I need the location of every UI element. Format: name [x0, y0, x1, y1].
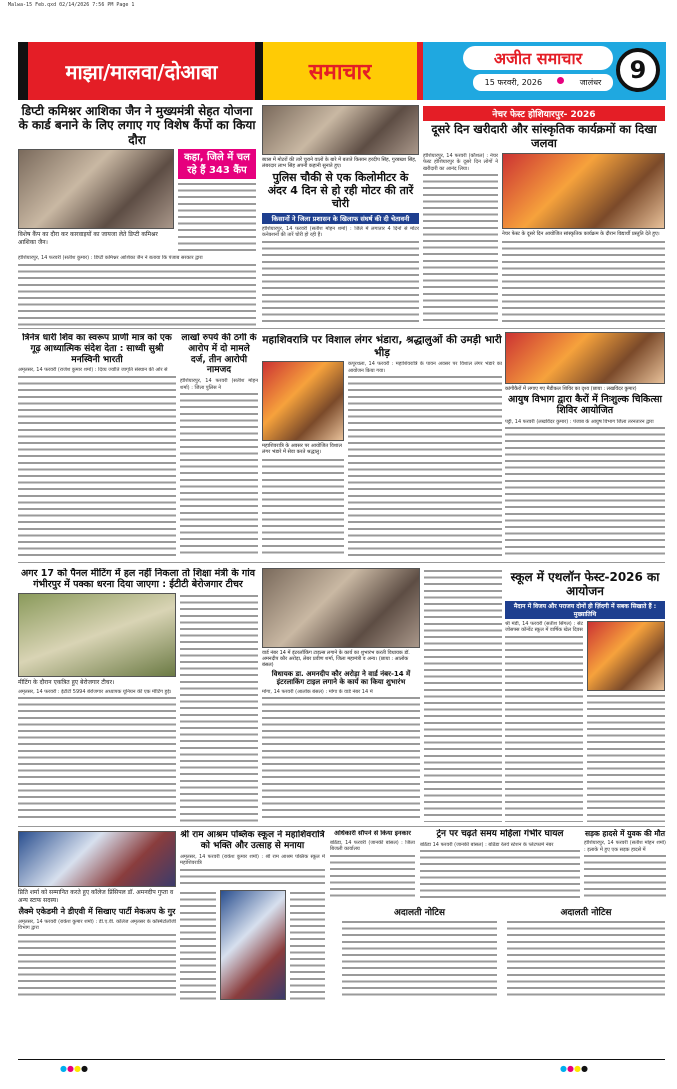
article-road-accident — [584, 829, 666, 900]
divider — [18, 328, 665, 329]
divider — [18, 826, 665, 827]
article-motor-theft — [262, 105, 419, 326]
ett-row — [18, 593, 258, 822]
caption-nature-fest: नेचर फेस्ट के दूसरे दिन आयोजित सांस्कृतिक कार्यक्रम के दौरान विद्यार्थी प्रस्तुति देते हुए। — [502, 230, 660, 237]
caption-langar: महाशिवरात्रि के अवसर पर आयोजित विशाल लंगर भंडारे में सेवा करते श्रद्धालु। — [262, 443, 342, 456]
article-dc-camps — [18, 104, 256, 326]
notice-body — [507, 919, 665, 999]
masthead — [18, 42, 666, 100]
photo-interlocking — [262, 568, 420, 648]
photo-langar — [262, 361, 344, 441]
headline-ett-teachers: अगर 17 को पैनल मीटिंग में हल नहीं निकला तो शिक्षा मंत्री के गांव गंभीरपुर में पक्का धरना दिया जाएगा : ईटीटी बेरोजगार टीचर — [20, 568, 256, 591]
section-title-2: समाचार — [263, 42, 423, 100]
school-row — [180, 890, 325, 1000]
body-langar-2 — [262, 457, 344, 558]
dc-camps-row — [18, 149, 256, 253]
athlon-photo-col — [587, 621, 665, 822]
subhead-farmers-warning: किसानों ने जिला प्रशासन के खिलाफ संघर्ष की दी चेतावनी — [262, 213, 419, 224]
body-motor-theft: होशियारपुर, 14 फरवरी (सतीश मोहन शर्मा) : जिले में लगातार 4 दिनों से मोटर कनेक्शनों की तारें चोरी हो रही हैं। — [262, 226, 419, 326]
headline-dc-camps: डिप्टी कमिश्नर आशिका जैन ने मुख्यमंत्री सेहत योजना के कार्ड बनाने के लिए लगाए गए विशेष कैंपों का किया दौरा — [18, 104, 256, 147]
headline-shivratri-school: श्री राम आश्रम पब्लिक स्कूल ने महाशिवरात्रि को भक्ति और उत्साह से मनाया — [180, 830, 325, 851]
body-nature-fest: होशियारपुर, 14 फरवरी (कौशल) : नेचर फेस्ट होशियारपुर के दूसरे दिन लोगों ने खरीदारी का आनंद लिया। — [423, 153, 498, 326]
photo-felicitation — [18, 831, 176, 887]
caption-dc-camps: विशेष कैंप का दौरा कर कारवाइयों का जायजा लेते डिप्टी कमिश्नर आशिका जैन। — [18, 231, 158, 247]
article-shivratri-school — [180, 830, 325, 1000]
page-number: 9 — [616, 48, 660, 92]
notice-title: अदालती नोटिस — [560, 908, 612, 918]
date: 15 फरवरी, 2026 — [484, 78, 543, 87]
body-athlon-fest: श्री मंडी, 14 फरवरी (सतीश सिंगल) : सेंट जोसफ्स कॉन्वेंट स्कूल में वार्षिक खेल दिवस — [505, 621, 583, 822]
body-lakme: अमृतसर, 14 फरवरी (राकेश कुमार शर्मा) : डी.ए.वी. कॉलेज अमृतसर के कॉस्मेटोलॉजी विभाग द्वारा — [18, 919, 176, 1000]
body-dc-camps-2 — [178, 181, 256, 253]
section-title: माझा/मालवा/दोआबा — [18, 42, 263, 100]
caption-felicitation: प्रिति शर्मा को सम्मानित करते हुए कॉलेज प्रिंसिपल डॉ. अमनदीप गुप्ता व अन्य स्टाफ सदस्य। — [18, 889, 174, 904]
body-ett-teachers-2 — [180, 593, 258, 822]
city: जालंधर — [579, 78, 602, 87]
article-train-accident — [420, 829, 580, 900]
article-interlocking — [262, 568, 420, 822]
caption-ayush: कांगीकैरों में लगाए गए मैडीकल शिविर का दृश्य (छाया : लखविंदर कुमार) — [505, 386, 637, 392]
nature-fest-row — [423, 153, 665, 326]
headline-fraud: लाखों रुपये की ठगी के आरोप में दो मामले दर्ज, तीन आरोपी नामजद — [181, 333, 257, 376]
headline-ayush: आयुष विभाग द्वारा कैरों में निःशुल्क चिकित्सा शिविर आयोजित — [508, 394, 662, 417]
article-ayush — [505, 332, 665, 558]
notice-body — [342, 919, 497, 999]
headline-langar: महाशिवरात्रि पर विशाल लंगर भंडारा, श्रद्धालुओं की उमड़ी भारी भीड़ — [262, 334, 502, 359]
body-road-accident: होशियारपुर, 14 फरवरी (सतीश मोहन शर्मा) : इलाके में हुए एक सड़क हादसे में — [584, 840, 666, 900]
article-refusal — [330, 830, 415, 900]
body-athlon-fest-2 — [587, 693, 665, 822]
caption-interlocking: वार्ड नंबर 14 में इंटरलॉकिंग टाइल्स लगाने के कार्य का शुभारंभ करती विधायक डॉ. अमनदीप कौर अरोड़ा, लेबर प्रवीण शर्मा, जिला महामंत्री व अन्य। (छाया : आलोक बंसल) — [262, 650, 410, 668]
headline-motor-theft: पुलिस चौकी से एक किलोमीटर के अंदर 4 दिन से हो रही मोटर की तारें चोरी — [267, 171, 414, 211]
dc-camps-side-col — [178, 149, 256, 253]
photo-athlon-fest — [587, 621, 665, 691]
body-dc-camps: होशियारपुर, 14 फरवरी (सतीश कुमार) : डिप्टी कमिश्नर आशिका जैन ने बताया कि पंजाब सरकार द्वारा — [18, 255, 256, 326]
bottom-rule — [18, 1059, 665, 1060]
dc-camps-photo-col — [18, 149, 174, 253]
body-interlocking: मोगा, 14 फरवरी (आलोक बंसल) : मोगा के वार्ड नंबर 14 में — [262, 689, 420, 822]
body-refusal: बठिंडा, 14 फरवरी (जानकी बांसल) : जिला बिजली कार्यालय — [330, 840, 415, 900]
divider — [18, 562, 665, 563]
article-nature-fest — [423, 106, 665, 326]
langar-row — [262, 361, 502, 558]
body-shiv: अमृतसर, 14 फरवरी (राजेश कुमार शर्मा) : दिव्य ज्योति जागृति संस्थान की ओर से — [18, 367, 176, 558]
print-slug: Malwa-15 Feb.qxd 02/14/2026 7:56 PM Page 1 — [8, 2, 135, 8]
headline-lakme: लैक्मे एकेडमी ने डीएवी में सिखाए पार्टी मेकअप के गुर — [18, 907, 176, 916]
photo-dc-camps — [18, 149, 174, 229]
langar-photo-col — [262, 361, 344, 558]
notice-title: अदालती नोटिस — [394, 908, 445, 918]
headline-nature-fest: दूसरे दिन खरीदारी और सांस्कृतिक कार्यक्रमों का दिखा जलवा — [431, 122, 657, 150]
paper-block — [423, 42, 666, 100]
body-interlocking-2 — [424, 568, 502, 822]
bullet-icon — [557, 77, 564, 84]
headline-athlon-fest: स्कूल में एथलॉन फेस्ट-2026 का आयोजन — [510, 570, 660, 599]
article-interlocking-cont — [424, 568, 502, 822]
article-lakme — [18, 831, 176, 1000]
article-ett-teachers — [18, 568, 258, 822]
body-fraud: होशियारपुर, 14 फरवरी (सतीश मोहन शर्मा) : जिला पुलिस ने — [180, 378, 258, 558]
headline-interlocking: विधायक डा. अमनदीप कौर अरोड़ा ने वार्ड नंबर-14 में इंटरलाकिंग टाइल लगाने के कार्य का किया शुभारंभ — [271, 670, 411, 687]
kicker-nature-fest: नेचर फेस्ट होशियारपुर- 2026 — [423, 106, 665, 121]
color-registration-marks: ●●●● — [560, 1064, 588, 1073]
photo-farmers — [262, 105, 419, 155]
article-fraud — [180, 333, 258, 558]
photo-school-event — [220, 890, 286, 1000]
color-registration-marks: ●●●● — [60, 1064, 88, 1073]
photo-ett-teachers — [18, 593, 176, 677]
article-athlon-fest — [505, 570, 665, 822]
body-shivratri-school: अमृतसर, 14 फरवरी (राकेश कुमार शर्मा) : श्री राम आश्रम पब्लिक स्कूल में महाशिवरात्रि — [180, 854, 325, 888]
notices — [342, 905, 665, 1000]
body-school-3 — [290, 890, 326, 1000]
body-ayush: पट्टी, 14 फरवरी (लखविंदर कुमार) : पंजाब के आयुष विभाग जिला तरनतारन द्वारा — [505, 419, 665, 558]
subhead-athlon-fest: मैदान में विजय और पराजय दोनों ही ज़िंदगी में सबक सिखाते हैं : मुख्यातिथि — [505, 601, 665, 619]
ett-photo-col — [18, 593, 176, 822]
photo-ayush — [505, 332, 665, 384]
body-school-2 — [180, 890, 216, 1000]
caption-farmers: ब्यास में मोटरों की तारें चुराने वालों के बारे में बताते किसान हरदीप सिंह, गुरबख्श सिंह, लंबरदार लाभ सिंह अपनी कहानी सुनाते हुए। — [262, 157, 417, 169]
date-pill — [473, 74, 613, 91]
athlon-row — [505, 621, 665, 822]
headline-road-accident: सड़क हादसे में युवक की मौत — [584, 829, 666, 838]
highlight-box: कहा, जिले में चल रहे हैं 343 कैंप — [178, 149, 256, 179]
body-ett-teachers: अमृतसर, 14 फरवरी : ईटीटी 5994 बेरोजगार अध्यापक यूनियन की एक मीटिंग हुई। — [18, 689, 176, 822]
body-train-accident: बठिंडा 14 फरवरी (जानकी बांसल) : बठिंडा रेलवे स्टेशन के प्लेटफार्म नंबर — [420, 842, 580, 900]
paper-name: अजीत समाचार — [463, 46, 613, 70]
caption-ett-teachers: मीटिंग के दौरान एकत्रित हुए बेरोजगार टीचर। — [18, 678, 115, 686]
photo-nature-fest — [502, 153, 665, 229]
article-shiv — [18, 333, 176, 558]
headline-refusal: अधिकारी सौंपने से किया इनकार — [334, 830, 411, 837]
headline-shiv: त्रिनेत्र धारी शिव का स्वरूप प्राणी मात्र को एक गूढ़ आध्यात्मिक संदेश देता : साध्वी सुश्री मनस्विनी भारती — [22, 333, 172, 365]
body-langar: कपूरथला, 14 फरवरी : महाशिवरात्रि के पावन अवसर पर विशाल लंगर भंडारे का आयोजन किया गया। — [348, 361, 502, 558]
article-langar — [262, 334, 502, 558]
nature-fest-photo-col — [502, 153, 665, 326]
body-nature-fest-2 — [502, 239, 665, 326]
headline-train-accident: ट्रेन पर चढ़ते समय महिला गंभीर घायल — [436, 829, 564, 839]
